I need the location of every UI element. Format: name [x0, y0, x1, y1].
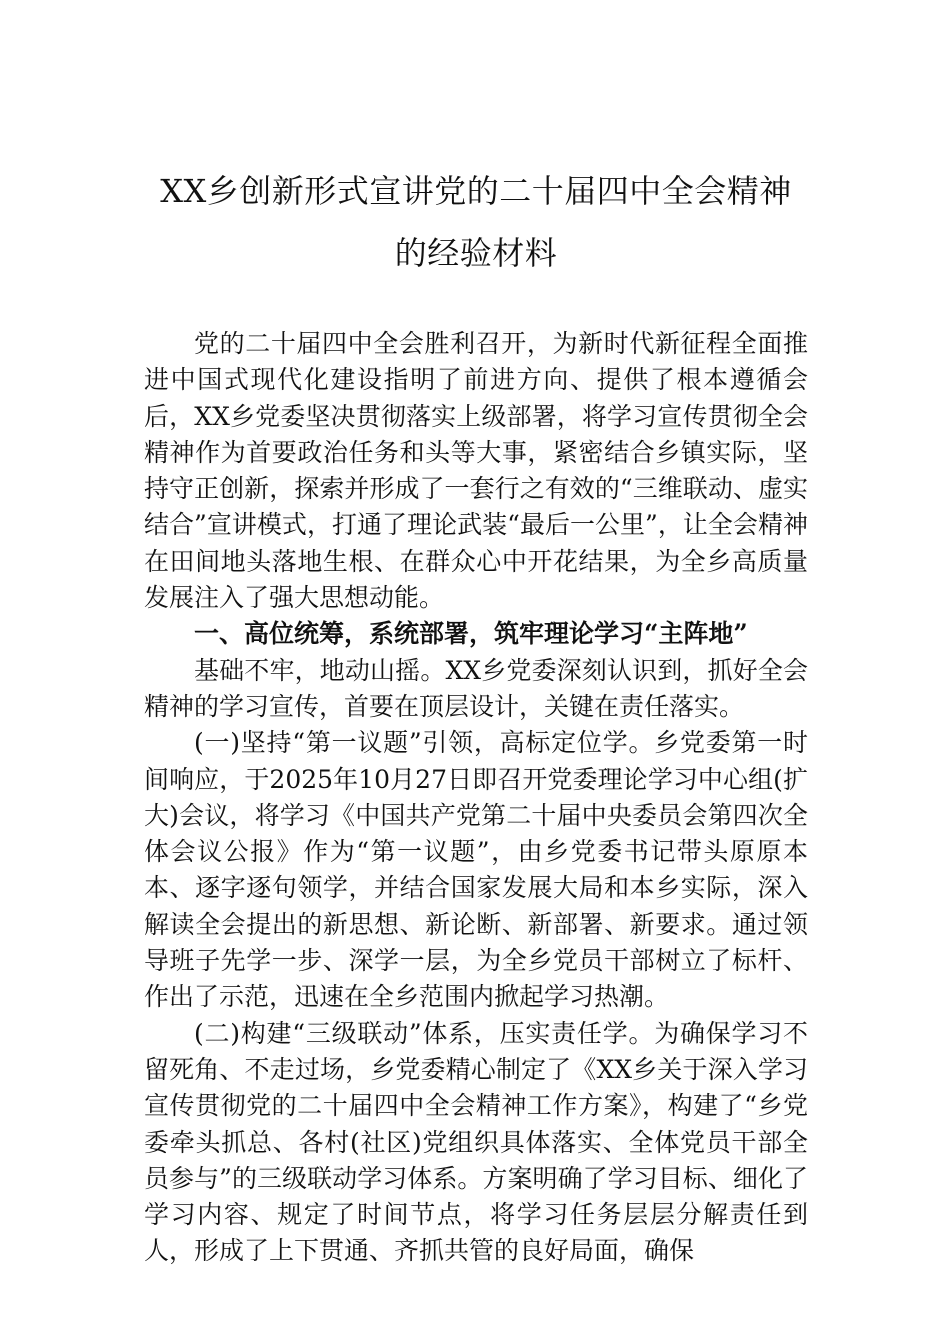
- document-body: [144, 326, 808, 1270]
- subsection-2-paragraph: (二)构建“三级联动”体系，压实责任学。为确保学习不留死角、不走过场，乡党委精心制定了《XX乡关于深入学习宣传贯彻党的二十届四中全会精神工作方案》，构建了“乡党委牵头抓总、各村(社区)党组织具体落实、全体党员干部全员参与”的三级联动学习体系。方案明确了学习目标、细化了学习内容、规定了时间节点，将学习任务层层分解责任到人，形成了上下贯通、齐抓共管的良好局面，确保: [144, 1018, 808, 1266]
- subsection-1-paragraph: (一)坚持“第一议题”引领，高标定位学。乡党委第一时间响应，于2025年10月27日即召开党委理论学习中心组(扩大)会议，将学习《中国共产党第二十届中央委员会第四次全体会议公报》作为“第一议题”，由乡党委书记带头原原本本、逐字逐句领学，并结合国家发展大局和本乡实际，深入解读全会提出的新思想、新论断、新部署、新要求。通过领导班子先学一步、深学一层，为全乡党员干部树立了标杆、作出了示范，迅速在全乡范围内掀起学习热潮。: [144, 728, 808, 1012]
- document-page: [144, 0, 808, 1344]
- section-heading-1: 一、高位统筹，系统部署，筑牢理论学习“主阵地”: [194, 619, 748, 649]
- section-1-lead-paragraph: 基础不牢，地动山摇。XX乡党委深刻认识到，抓好全会精神的学习宣传，首要在顶层设计，关键在责任落实。: [144, 655, 808, 721]
- document-title: XX乡创新形式宣讲党的二十届四中全会精神的经验材料: [160, 172, 792, 272]
- intro-paragraph: 党的二十届四中全会胜利召开，为新时代新征程全面推进中国式现代化建设指明了前进方向、提供了根本遵循会后，XX乡党委坚决贯彻落实上级部署，将学习宣传贯彻全会精神作为首要政治任务和头等大事，紧密结合乡镇实际，坚持守正创新，探索并形成了一套行之有效的“三维联动、虚实结合”宣讲模式，打通了理论武装“最后一公里”，让全会精神在田间地头落地生根、在群众心中开花结果，为全乡高质量发展注入了强大思想动能。: [144, 329, 808, 613]
